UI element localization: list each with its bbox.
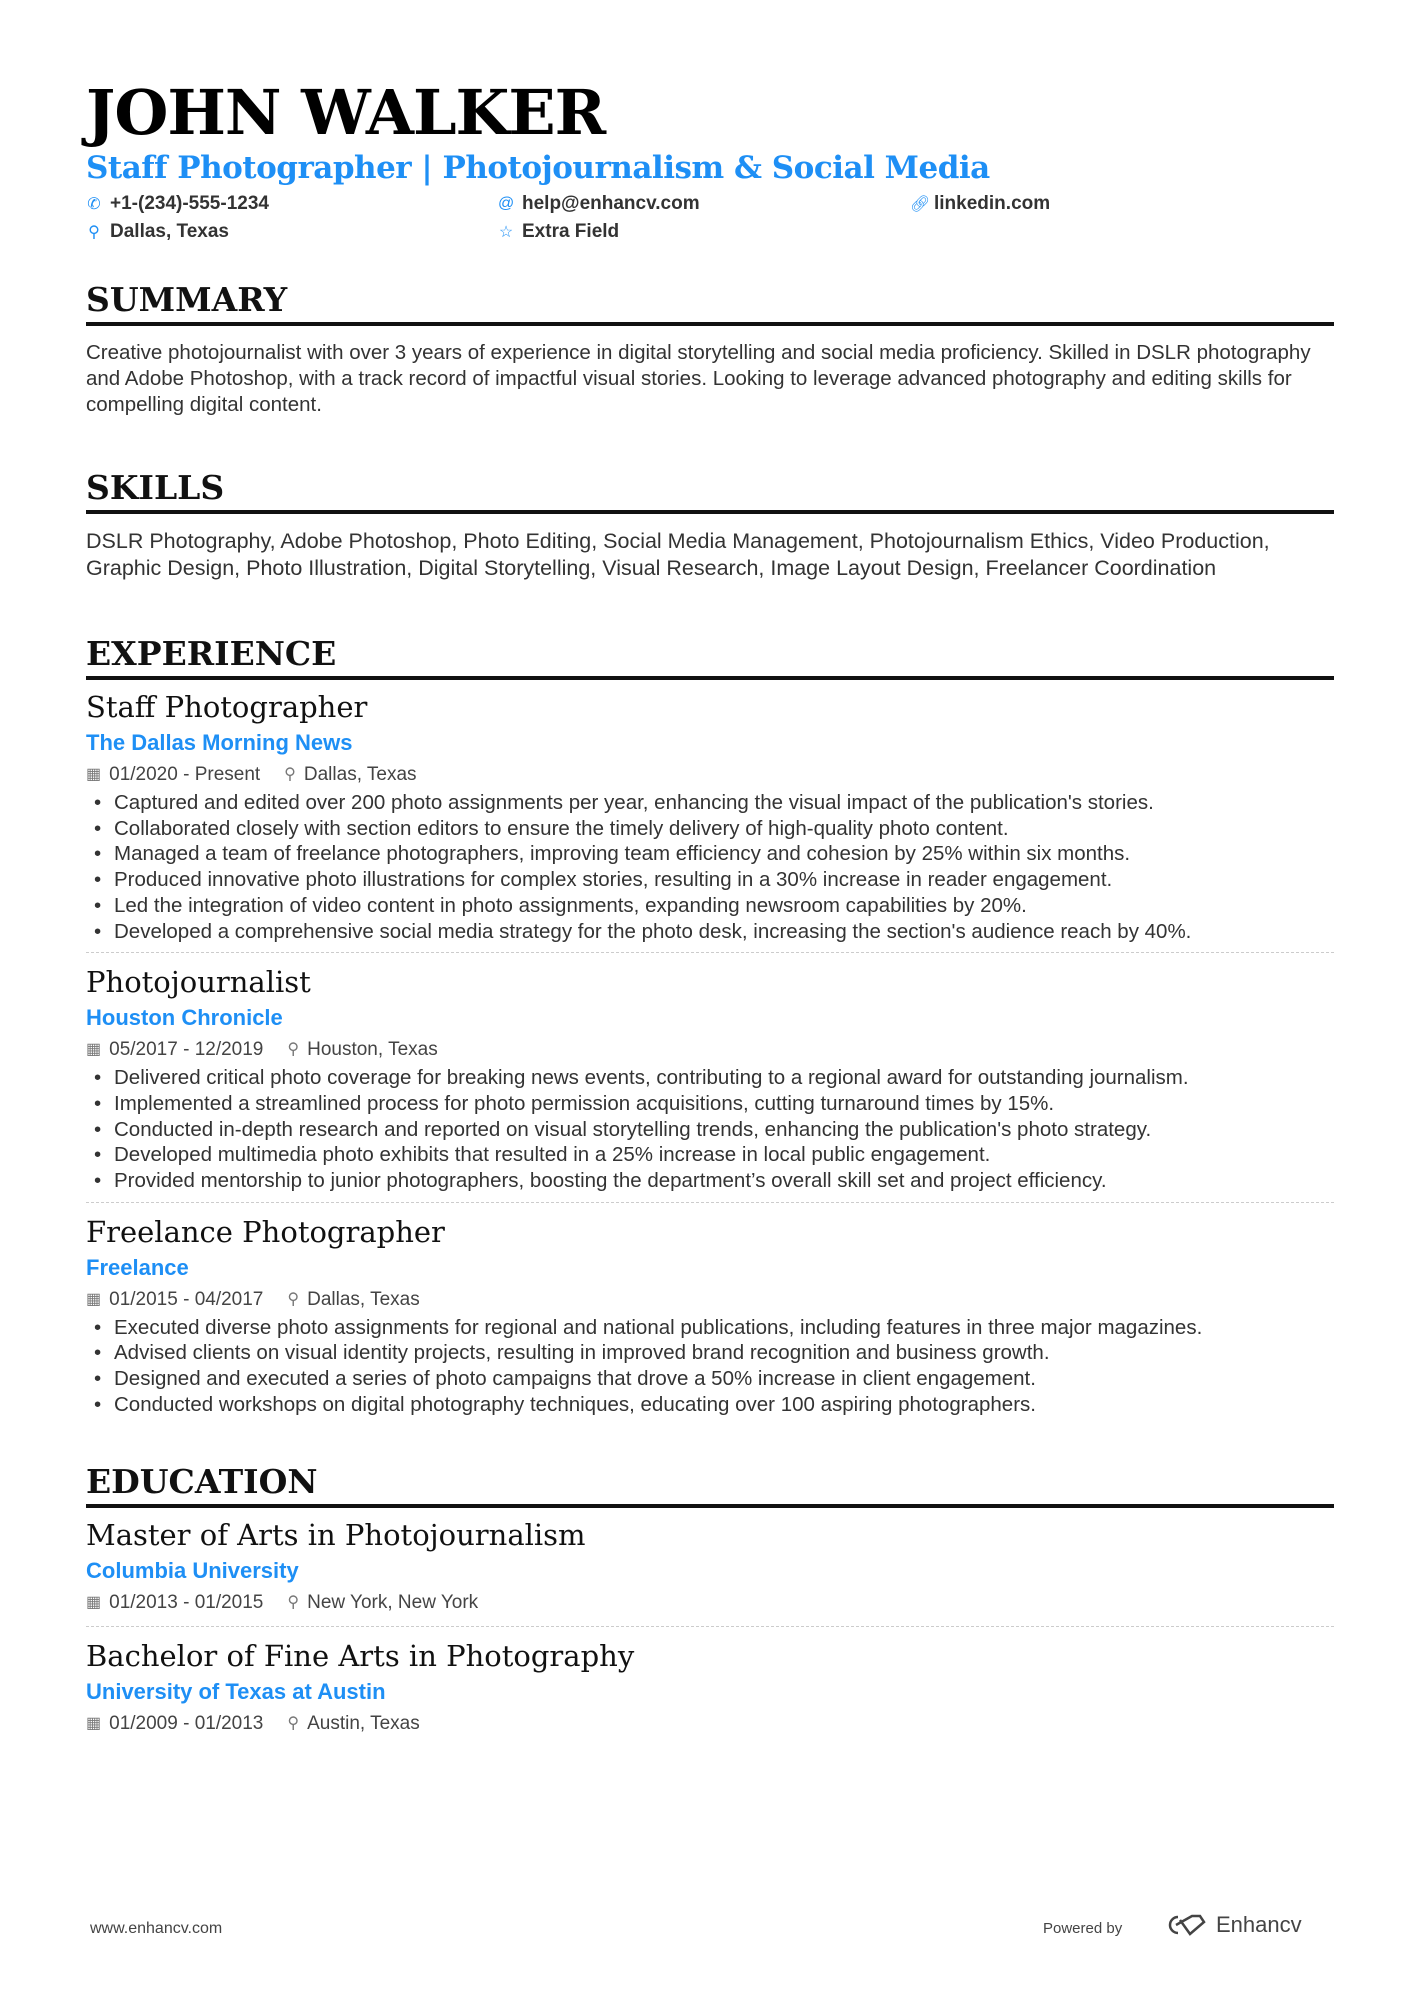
calendar-icon: ▦: [86, 1041, 102, 1059]
entry-location: Austin, Texas: [307, 1712, 420, 1734]
entry: [86, 688, 1334, 952]
entry-dates: 01/2009 - 01/2013: [109, 1712, 264, 1734]
location-icon: ⚲: [287, 1290, 300, 1308]
enhancv-brand: Enhancv: [1216, 1912, 1302, 1937]
entry-title: Freelance Photographer: [86, 1214, 445, 1249]
contact-location: [86, 220, 498, 244]
entry-dates: 01/2013 - 01/2015: [109, 1591, 264, 1613]
calendar-icon: ▦: [86, 766, 102, 783]
experience-heading: EXPERIENCE: [86, 632, 1334, 680]
entry-dates: 05/2017 - 12/2019: [109, 1039, 264, 1061]
extra-text: Extra Field: [522, 221, 620, 242]
resume: [86, 78, 1334, 1747]
contact-email[interactable]: [498, 192, 910, 216]
bullet-item: • Executed diverse photo assignments for regional and national publications, including features in three major magazines.: [86, 1315, 1334, 1341]
entry: [86, 1516, 1334, 1626]
calendar-icon: ▦: [86, 1290, 102, 1308]
bullet-item: • Captured and edited over 200 photo assignments per year, enhancing the visual impact of the publication's stories.: [86, 790, 1334, 816]
enhancv-logo: [1162, 1912, 1302, 1938]
location-icon: ⚲: [287, 1714, 300, 1732]
entry-location: New York, New York: [307, 1591, 479, 1613]
contact-extra: [498, 220, 910, 244]
entry-dates: 01/2015 - 04/2017: [109, 1288, 264, 1310]
bullet-item: • Managed a team of freelance photographers, improving team efficiency and cohesion by 25% within six months.: [86, 841, 1334, 867]
phone-text: +1-(234)-555-1234: [110, 193, 269, 214]
bullet-item: • Conducted workshops on digital photography techniques, educating over 100 aspiring photographers.: [86, 1392, 1334, 1418]
location-icon: ⚲: [287, 1041, 300, 1059]
bullet-item: • Led the integration of video content in photo assignments, expanding newsroom capabilities by 20%.: [86, 893, 1334, 919]
bullet-item: • Advised clients on visual identity projects, resulting in improved brand recognition and business growth.: [86, 1340, 1334, 1366]
entry-location: Houston, Texas: [307, 1039, 438, 1061]
footer-website[interactable]: www.enhancv.com: [90, 1920, 223, 1937]
candidate-title: Staff Photographer | Photojournalism & Social Media: [86, 150, 990, 186]
entry-title: Staff Photographer: [86, 690, 368, 724]
link-icon: 🔗︎: [910, 196, 931, 213]
bullet-item: • Implemented a streamlined process for photo permission acquisitions, cutting turnaround times by 15%.: [86, 1091, 1334, 1117]
entry-meta: [86, 760, 1334, 790]
bullet-item: • Conducted in-depth research and reported on visual storytelling trends, enhancing the publication's photo strategy.: [86, 1117, 1334, 1143]
location-icon: ⚲: [287, 1593, 300, 1611]
contact-linkedin[interactable]: [910, 192, 1310, 216]
bullet-item: • Designed and executed a series of photo campaigns that drove a 50% increase in client engagement.: [86, 1366, 1334, 1392]
entry-title: Master of Arts in Photojournalism: [86, 1517, 586, 1552]
entry: [86, 1626, 1334, 1747]
bullet-item: • Provided mentorship to junior photographers, boosting the department’s overall skill set and project efficiency.: [86, 1168, 1334, 1194]
enhancv-logo-icon: [1162, 1912, 1208, 1938]
entry-organization: The Dallas Morning News: [86, 730, 353, 755]
contact-phone: [86, 192, 498, 216]
education-heading: EDUCATION: [86, 1460, 1334, 1508]
entry-location: Dallas, Texas: [303, 764, 417, 785]
calendar-icon: ▦: [86, 1714, 102, 1732]
bullet-item: • Developed a comprehensive social media strategy for the photo desk, increasing the section's audience reach by 40%.: [86, 919, 1334, 945]
at-icon: @: [498, 195, 515, 212]
summary-heading: SUMMARY: [86, 278, 1334, 326]
entry: [86, 1202, 1334, 1426]
location-icon: ⚲: [88, 224, 100, 241]
entry-dates: 01/2020 - Present: [109, 764, 261, 785]
entry-organization: Columbia University: [86, 1557, 299, 1583]
footer-powered-by: Powered by: [1043, 1920, 1123, 1937]
bullet-item: • Delivered critical photo coverage for breaking news events, contributing to a regional award for outstanding journalism.: [86, 1065, 1334, 1091]
entry-meta: [86, 1709, 1334, 1739]
linkedin-text[interactable]: linkedin.com: [934, 193, 1051, 214]
phone-icon: ✆: [87, 196, 101, 213]
entry-bullets: [86, 1065, 1334, 1194]
location-text: Dallas, Texas: [110, 221, 230, 242]
entry-title: Bachelor of Fine Arts in Photography: [86, 1638, 635, 1673]
experience-list: [86, 688, 1334, 1426]
entry: [86, 952, 1334, 1202]
bullet-item: • Produced innovative photo illustrations for complex stories, resulting in a 30% increase in reader engagement.: [86, 867, 1334, 893]
star-icon: ☆: [498, 224, 514, 241]
entry-organization: University of Texas at Austin: [86, 1678, 386, 1704]
education-list: [86, 1516, 1334, 1747]
entry-location: Dallas, Texas: [307, 1288, 420, 1310]
calendar-icon: ▦: [86, 1593, 102, 1611]
candidate-name: JOHN WALKER: [86, 76, 606, 149]
entry-meta: [86, 1285, 1334, 1315]
skills-heading: SKILLS: [86, 466, 1334, 514]
bullet-item: • Collaborated closely with section editors to ensure the timely delivery of high-quality photo content.: [86, 816, 1334, 842]
entry-meta: [86, 1588, 1334, 1618]
entry-organization: Freelance: [86, 1254, 189, 1280]
entry-meta: [86, 1035, 1334, 1065]
entry-organization: Houston Chronicle: [86, 1005, 283, 1031]
skills-text: DSLR Photography, Adobe Photoshop, Photo Editing, Social Media Management, Photojournalism Ethics, Video Production, Graphic Design, Photo Illustration, Digital Storytelling, Visual Research, Image Layout Design, Freelancer Coordination: [86, 529, 1270, 580]
contact-list: [86, 192, 1334, 244]
bullet-item: • Developed multimedia photo exhibits that resulted in a 25% increase in local public engagement.: [86, 1142, 1334, 1168]
summary-text: Creative photojournalist with over 3 years of experience in digital storytelling and social media proficiency. Skilled in DSLR photography and Adobe Photoshop, with a track record of impactful visual stories. Looking to leverage advanced photography and editing skills for compelling digital content.: [86, 341, 1311, 416]
location-icon: ⚲: [284, 766, 296, 783]
entry-bullets: [86, 790, 1334, 944]
entry-title: Photojournalist: [86, 965, 311, 1000]
entry-bullets: [86, 1315, 1334, 1418]
email-text[interactable]: help@enhancv.com: [522, 193, 700, 214]
